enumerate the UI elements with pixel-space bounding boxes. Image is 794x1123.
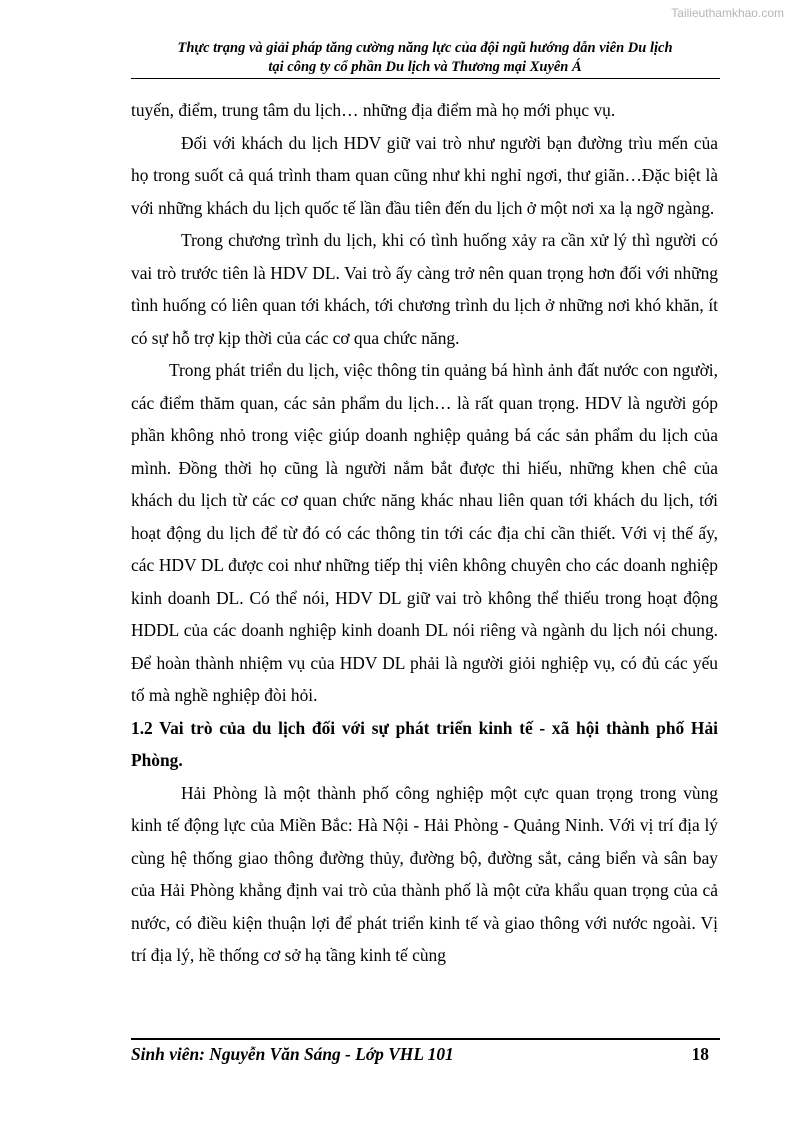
header-line-2: tại công ty cổ phần Du lịch và Thương mại Xuyên Á [268,59,582,75]
paragraph-companion-role: Đối với khách du lịch HDV giữ vai trò như người bạn đường trìu mến của họ trong suốt cả quá trình tham quan cũng như khi nghỉ ngơi, thư giãn…Đặc biệt là với những khách du lịch quốc tế lần đầu tiên đến du lịch ở một nơi xa lạ ngỡ ngàng. [131,132,718,218]
footer-author: Sinh viên: Nguyễn Văn Sáng - Lớp VHL 101 [131,1044,454,1064]
section-heading: 1.2 Vai trò của du lịch đối với sự phát triển kinh tế - xã hội thành phố Hải Phòng. [131,717,718,770]
paragraph-promotion-role: Trong phát triển du lịch, việc thông tin quảng bá hình ảnh đất nước con người, các điểm thăm quan, các sản phẩm du lịch… là rất quan trọng. HDV là người góp phần không nhỏ trong việc giúp doanh nghiệp quảng bá các sản phẩm du lịch của mình. Đồng thời họ cũng là người nắm bắt được thi hiếu, những khen chê của khách du lịch từ các cơ quan chức năng khác nhau liên quan tới khách du lịch, tới hoạt động du lịch để từ đó có các thông tin tới các địa chỉ cần thiết. Với vị thế ấy, các HDV DL được coi như những tiếp thị viên không chuyên cho các doanh nghiệp kinh doanh DL. Có thể nói, HDV DL giữ vai trò không thể thiếu trong hoạt động HDDL của các doanh nghiệp kinh doanh DL nói riêng và ngành du lịch nói chung. Để hoàn thành nhiệm vụ của HDV DL phải là người giỏi nghiệp vụ, có đủ các yếu tố mà nghề nghiệp đòi hỏi. [131,360,718,705]
page-number: 18 [691,1044,709,1064]
header-rule [131,78,720,79]
running-header [131,39,719,77]
page-body [131,94,718,972]
watermark: Tailieuthamkhao.com [671,6,784,20]
paragraph-hai-phong: Hải Phòng là một thành phố công nghiệp một cực quan trọng trong vùng kinh tế động lực của Miền Bắc: Hà Nội - Hải Phòng - Quảng Ninh. Với vị trí địa lý cùng hệ thống giao thông đường thủy, đường bộ, đường sắt, cảng biển và sân bay của Hải Phòng khẳng định vai trò của thành phố là một cửa khẩu quan trọng của cả nước, có điều kiện thuận lợi để phát triển kinh tế và giao thông với nước ngoài. Vị trí địa lý, hề thống cơ sở hạ tầng kinh tế cùng [131,782,718,965]
running-footer [131,1043,709,1065]
paragraph-continuation: tuyến, điểm, trung tâm du lịch… những địa điểm mà họ mới phục vụ. [131,100,616,120]
header-line-1: Thực trạng và giải pháp tăng cường năng lực của đội ngũ hướng dẫn viên Du lịch [177,40,673,56]
paragraph-situation-handling: Trong chương trình du lịch, khi có tình huống xảy ra cần xử lý thì người có vai trò trước tiên là HDV DL. Vai trò ấy càng trở nên quan trọng hơn đối với những tình huống có liên quan tới khách, tới chương trình du lịch ở những nơi khó khăn, ít có sự hỗ trợ kịp thời của các cơ qua chức năng. [131,230,718,348]
footer-rule [131,1038,720,1040]
